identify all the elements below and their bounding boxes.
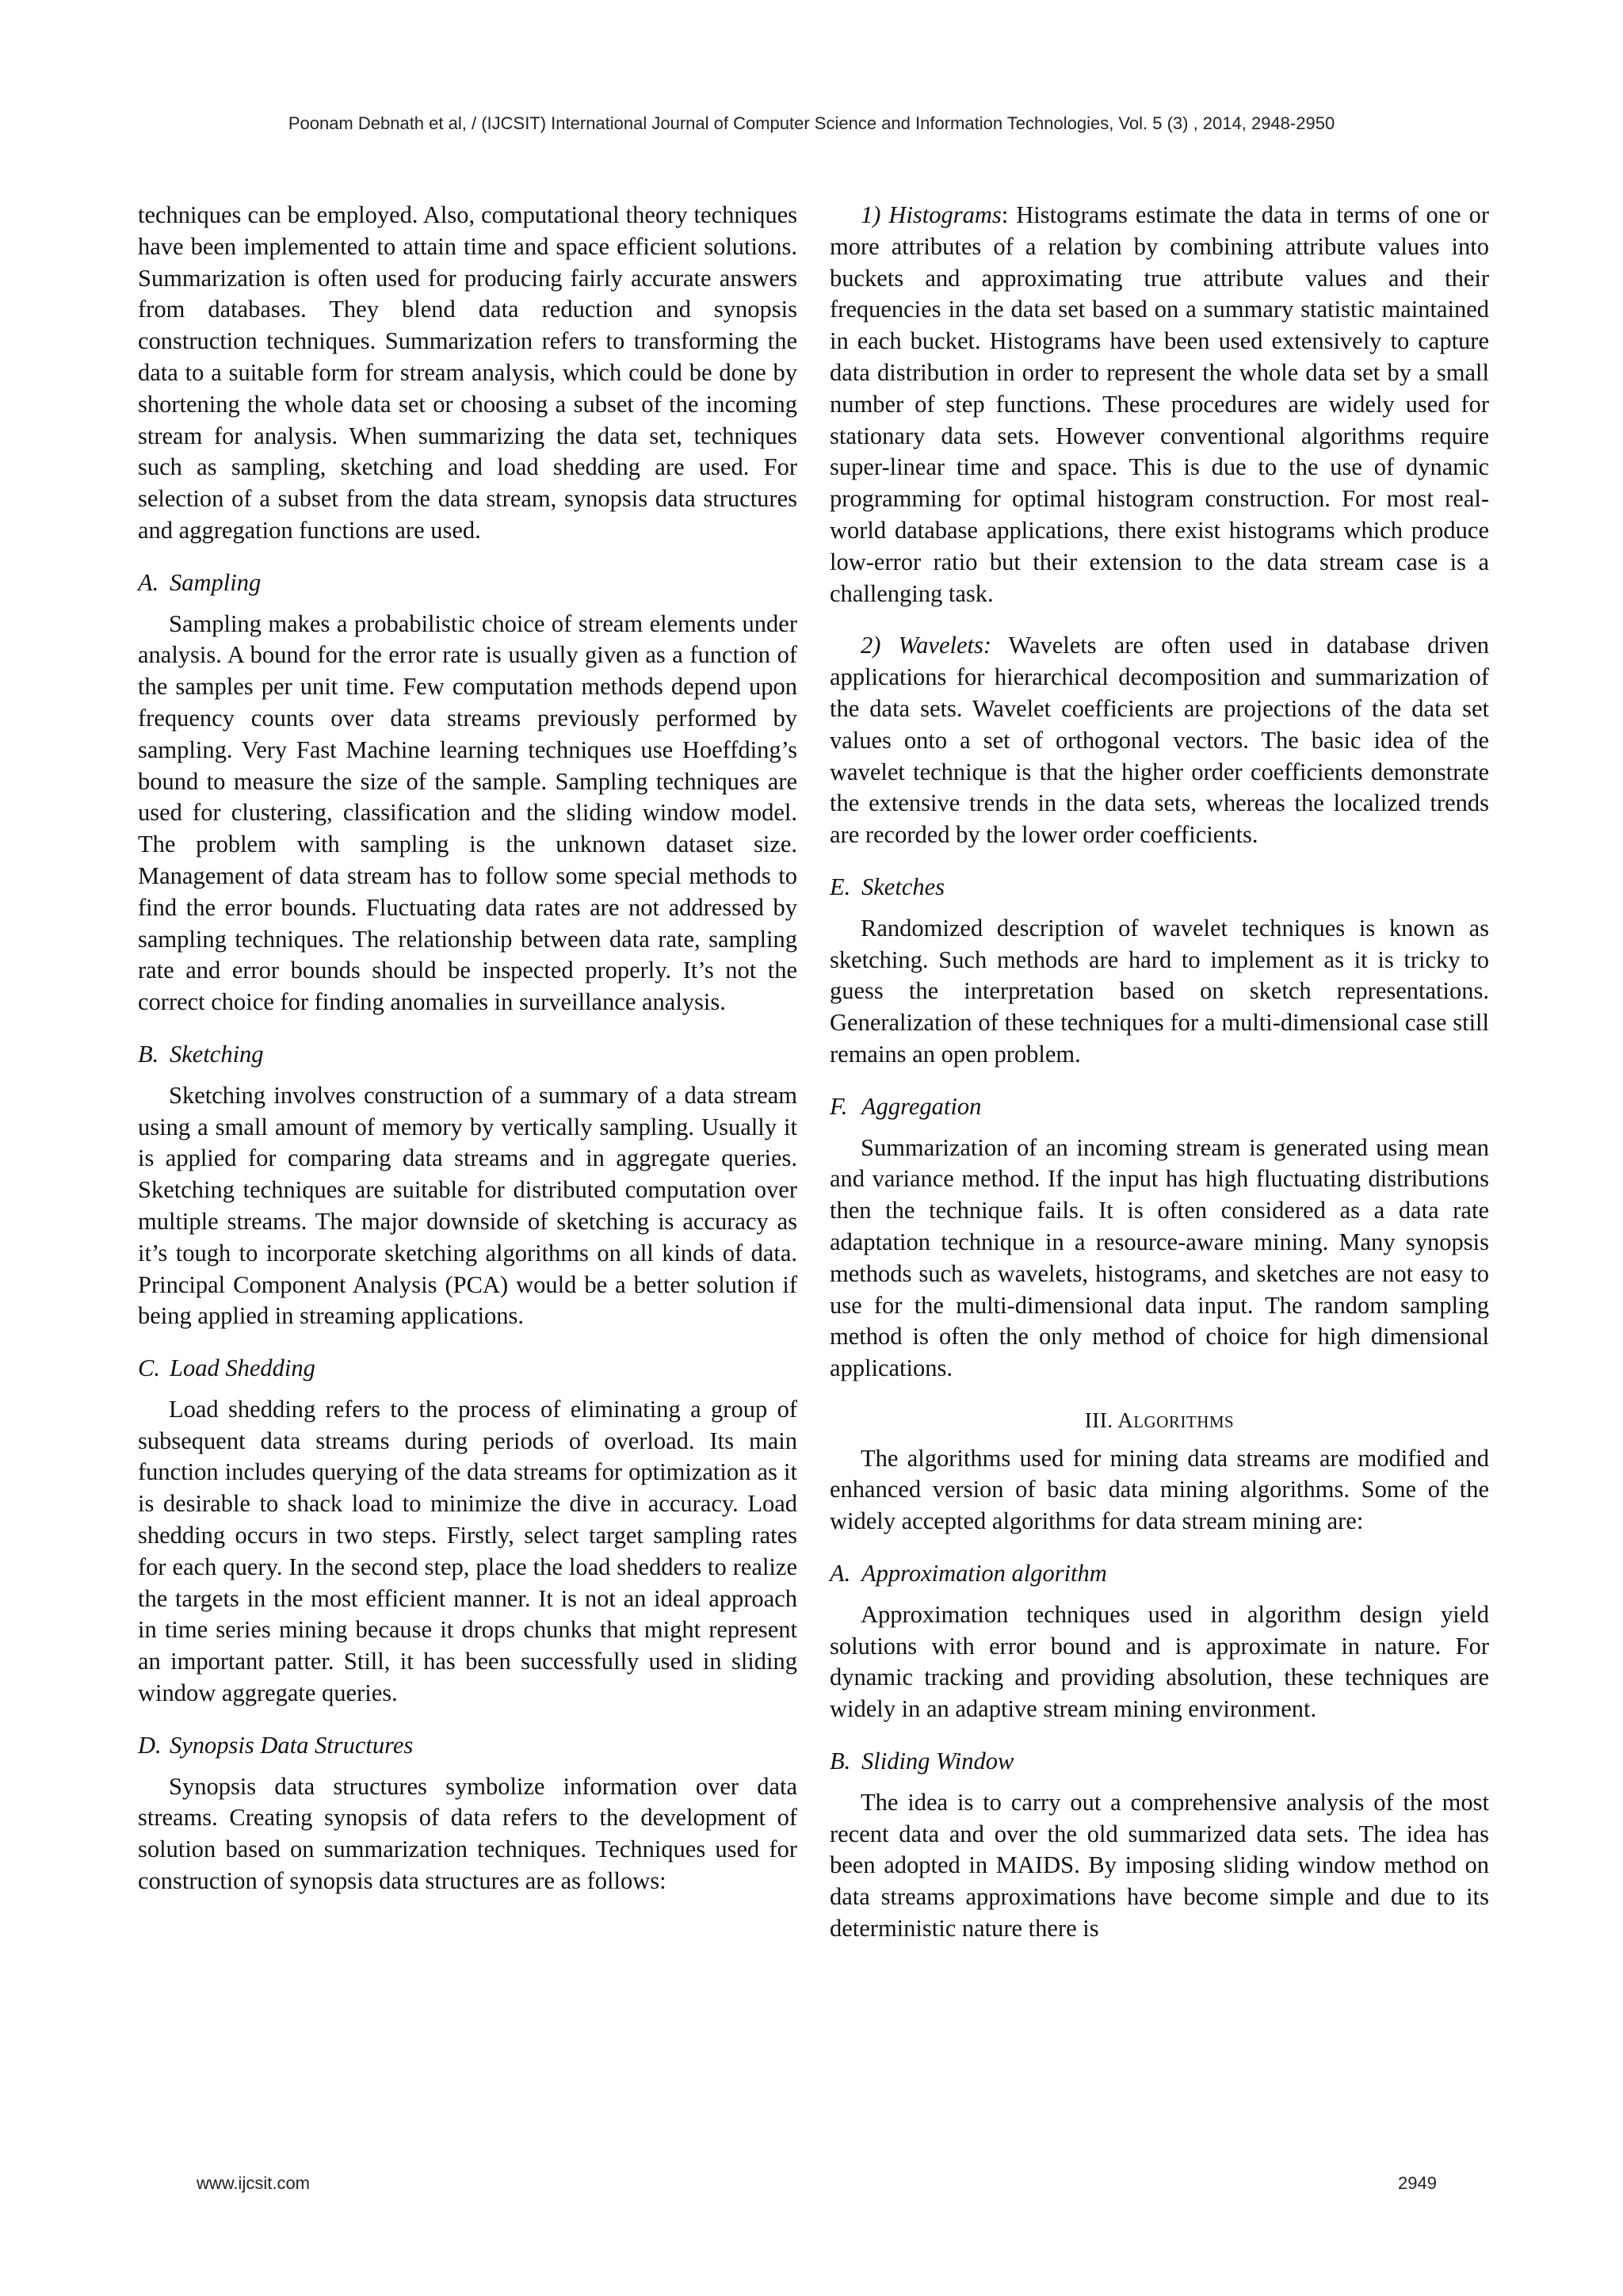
subsection-title: Synopsis Data Structures xyxy=(170,1731,414,1759)
histograms-body: : Histograms estimate the data in terms of one or more attributes of a relation by combining attribute values into buckets and approximating true attribute values and their frequencies in the data set based on a summary statistic maintained in each bucket. Histograms have been used extensively to capture data distribution in order to represent the whole data set by a small number of step functions. These procedures are widely used for stationary data sets. However conventional algorithms require super-linear time and space. This is due to the use of dynamic programming for optimal histogram construction. For most real-world database applications, there exist histograms which produce low-error ratio but their extension to the data stream case is a challenging task. xyxy=(830,201,1489,607)
sampling-paragraph: Sampling makes a probabilistic choice of stream elements under analysis. A bound for the error rate is usually given as a function of the samples per unit time. Few computation methods depend upon frequency counts over data streams previously performed by sampling. Very Fast Machine learning techniques use Hoeffding’s bound to measure the size of the sample. Sampling techniques are used for clustering, classification and the sliding window model. The problem with sampling is the unknown dataset size. Management of data stream has to follow some special methods to find the error bounds. Fluctuating data rates are not addressed by sampling techniques. The relationship between data rate, sampling rate and error bounds should be inspected properly. It’s not the correct choice for finding anomalies in surveillance analysis. xyxy=(138,609,797,1016)
subsection-letter: F. xyxy=(830,1092,848,1120)
load-shedding-paragraph: Load shedding refers to the process of eliminating a group of subsequent data streams during periods of overload. Its main function includes querying of the data streams for optimization as it is desirable to shack load to minimize the dive in accuracy. Load shedding occurs in two steps. Firstly, select target sampling rates for each query. In the second step, place the load shedders to realize the targets in the most efficient manner. It is not an ideal approach in time series mining because it drops chunks that might represent an important patter. Still, it has been successfully used in sliding window aggregate queries. xyxy=(138,1395,797,1707)
histograms-paragraph xyxy=(830,200,1489,609)
left-column xyxy=(138,200,797,1897)
subsection-letter: B. xyxy=(830,1748,851,1775)
subsection-heading-sampling xyxy=(138,567,797,599)
subsection-title: Sketching xyxy=(170,1040,264,1068)
subsection-title: Aggregation xyxy=(861,1092,982,1120)
subsection-letter: B. xyxy=(138,1040,159,1068)
subsection-title: Sampling xyxy=(170,568,262,596)
sketching-paragraph: Sketching involves construction of a summary of a data stream using a small amount of memory by vertically sampling. Usually it is applied for comparing data streams and in aggregate queries. Sketching techniques are suitable for distributed computation over multiple streams. The major downside of sketching is accuracy as it’s tough to incorporate sketching algorithms on all kinds of data. Principal Component Analysis (PCA) would be a better solution if being applied in streaming applications. xyxy=(138,1081,797,1330)
subsection-letter: A. xyxy=(138,568,159,596)
subsection-title: Approximation algorithm xyxy=(861,1560,1107,1587)
subsection-title: Sketches xyxy=(861,873,945,900)
subsection-letter: E. xyxy=(830,873,851,900)
subsection-title: Sliding Window xyxy=(861,1748,1014,1775)
section-title-first-letter: A xyxy=(1117,1408,1134,1432)
sliding-window-paragraph: The idea is to carry out a comprehensive analysis of the most recent data and over the old summarized data sets. The idea has been adopted in MAIDS. By imposing sliding window method on data streams approximations have become simple and due to its deterministic nature there is xyxy=(830,1788,1489,1943)
right-column xyxy=(830,200,1489,1945)
wavelets-paragraph xyxy=(830,630,1489,851)
running-head: Poonam Debnath et al, / (IJCSIT) International Journal of Computer Science and Information Technologies, Vol. 5 (3) , 2014, 2948-2950 xyxy=(288,113,1335,133)
wavelets-body: Wavelets are often used in database driven applications for hierarchical decomposition and summarization of the data sets. Wavelet coefficients are projections of the data set values onto a set of orthogonal vectors. The basic idea of the wavelet technique is that the higher order coefficients demonstrate the extensive trends in the data sets, whereas the localized trends are recorded by the lower order coefficients. xyxy=(830,632,1489,849)
subsection-letter: A. xyxy=(830,1560,851,1587)
section-numeral: III. xyxy=(1084,1408,1118,1432)
subsection-heading-load-shedding xyxy=(138,1353,797,1385)
approximation-paragraph: Approximation techniques used in algorithm design yield solutions with error bound and is approximate in nature. For dynamic tracking and providing absolution, these techniques are widely in an adaptive stream mining environment. xyxy=(830,1600,1489,1723)
aggregation-paragraph: Summarization of an incoming stream is generated using mean and variance method. If the input has high fluctuating distributions then the technique fails. It is often considered as a data rate adaptation technique in a resource-aware mining. Many synopsis methods such as wavelets, histograms, and sketches are not easy to use for the multi-dimensional data input. The random sampling method is often the only method of choice for high dimensional applications. xyxy=(830,1133,1489,1382)
intro-paragraph: techniques can be employed. Also, computational theory techniques have been implemented to attain time and space efficient solutions. Summarization is often used for producing fairly accurate answers from databases. They blend data reduction and synopsis construction techniques. Summarization refers to transforming the data to a suitable form for stream analysis, which could be done by shortening the whole data set or choosing a subset of the incoming stream for analysis. When summarizing the data set, techniques such as sampling, sketching and load shedding are used. For selection of a subset from the data stream, synopsis data structures and aggregation functions are used. xyxy=(138,201,797,544)
subsection-letter: C. xyxy=(138,1354,160,1382)
subsection-title: Load Shedding xyxy=(170,1354,315,1382)
histograms-label: 1) Histograms xyxy=(861,201,1002,228)
footer-url: www.ijcsit.com xyxy=(197,2173,311,2193)
footer-page-number: 2949 xyxy=(1398,2173,1437,2193)
subsection-heading-synopsis xyxy=(138,1730,797,1762)
synopsis-paragraph: Synopsis data structures symbolize information over data streams. Creating synopsis of data refers to the development of solution based on summarization techniques. Techniques used for construction of synopsis data structures are as follows: xyxy=(138,1772,797,1895)
wavelets-label: 2) Wavelets: xyxy=(861,632,992,659)
algorithms-intro-paragraph: The algorithms used for mining data streams are modified and enhanced version of basic data mining algorithms. Some of the widely accepted algorithms for data stream mining are: xyxy=(830,1444,1489,1535)
subsection-heading-sketches xyxy=(830,872,1489,904)
subsection-heading-sketching xyxy=(138,1039,797,1071)
sketches-paragraph: Randomized description of wavelet techniques is known as sketching. Such methods are hard to implement as it is tricky to guess the interpretation based on sketch representations. Generalization of these techniques for a multi-dimensional case still remains an open problem. xyxy=(830,914,1489,1068)
section-title-algorithms xyxy=(830,1405,1489,1438)
subsection-heading-approximation xyxy=(830,1558,1489,1590)
subsection-heading-sliding-window xyxy=(830,1746,1489,1778)
subsection-letter: D. xyxy=(138,1731,162,1759)
section-title-small-caps: LGORITHMS xyxy=(1133,1412,1235,1431)
subsection-heading-aggregation xyxy=(830,1091,1489,1123)
